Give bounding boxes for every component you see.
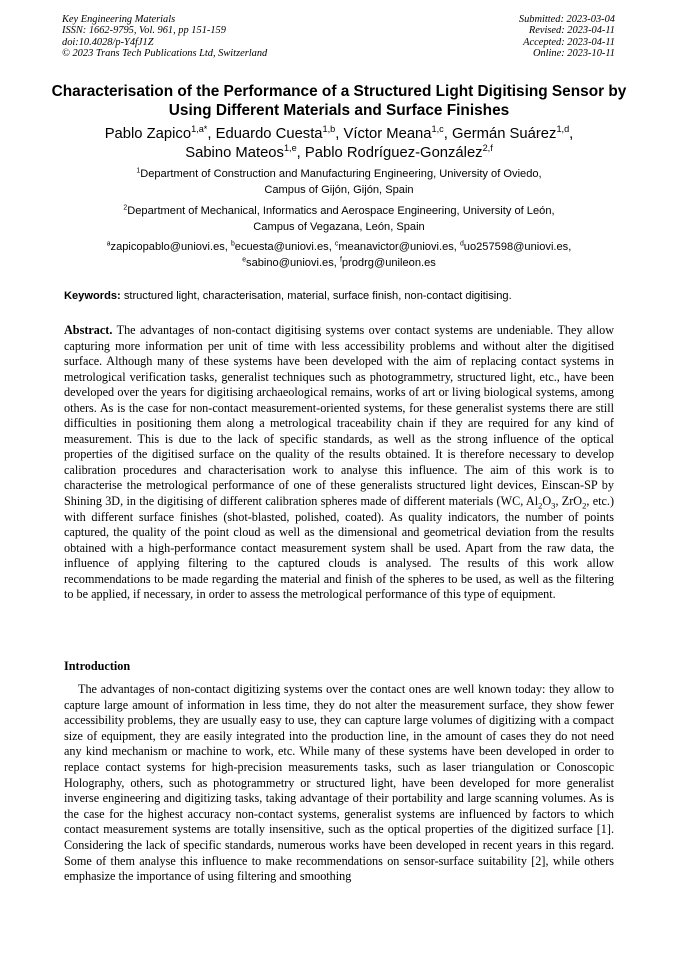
author-list [40, 125, 638, 163]
email-link[interactable]: $^f$prodrg@unileon.es [339, 256, 436, 269]
author: Pablo Rodríguez-González$^{2,f}$ [304, 143, 493, 161]
email-link[interactable]: $^e$sabino@uniovi.es [242, 256, 334, 269]
author: Germán Suárez$^{1,d}$, [451, 124, 574, 142]
author: Sabino Mateos$^{1,e}$, [185, 143, 305, 161]
date-submitted: Submitted: 2023-03-04 [518, 14, 615, 25]
keywords-label: Keywords: [64, 290, 121, 302]
author: Eduardo Cuesta$^{1,b}$, [215, 124, 344, 142]
journal-doi: doi:10.4028/p-Y4fJ1Z [62, 36, 154, 48]
abstract: Abstract. The advantages of non-contact digitising systems over contact systems are undeniable. They allow capturing more information per unit of time with less accessibility problems and without alter the digitised surface. Although many of these systems have been developed with the aim of replacing contact systems in metrological verification tasks, generalist techniques such as photogrammetry, structured light, etc., have been developed over the years for digitising archaeological remains, works of art or living biological systems, among others. As is the case for non-contact measurement-oriented systems, for these generalist systems there are still difficulties in positioning them along a metrological traceability chain if they are required for any kind of measurement. This is due to the lack of specific standards, as well as the strong influence of the optical properties of the digitised surface on the quality of the results obtained. It is therefore necessary to develop calibration procedures and characterisation work to analyse this influence. The aim of this work is to characterise the metrological performance of one of these generalists structured light devices, Einscan-SP by Shining 3D, in the digitising of different calibration spheres made of different materials (WC, $Al_2O_3$, ZrO$_2$, etc.) with different surface finishes (shot-blasted, polished, coated). As quality indicators, the number of points captured, the quality of the point cloud as well as the dimensional and geometrical deviation from the results obtained with a high-performance contact measurement system shall be used. Apart from the raw data, the influence of applying filtering to the captured clouds is analysed. The results of this work allow recommendations to be made regarding the material and finish of the spheres to be used, as well as the filtering to be applied, if necessary, in order to assess the metrological performance of this type of equipment. [64, 323, 615, 602]
affiliation: $^1$Department of Construction and Manufacturing Engineering, University of Oviedo, Campus of Gijón, Gijón, Spain [136, 167, 542, 196]
email-link[interactable]: $^c$meanavictor@uniovi.es [334, 240, 454, 253]
abstract-label: Abstract. [64, 323, 113, 337]
keywords-text: structured light, characterisation, material, surface finish, non-contact digitising. [123, 290, 512, 302]
email-link[interactable]: $^d$uo257598@uniovi.es [459, 240, 569, 253]
email-link[interactable]: $^a$zapicopablo@uniovi.es [106, 240, 225, 253]
introduction-paragraph: The advantages of non-contact digitizing systems over the contact ones are well known today: they allow to capture large amount of information in less time, they do not alter the measurement surface, they show fewer accessibility problems, they are usually easy to use, they can capture large volumes of digitizing with a compact size of equipment, they are easily integrated into the production line, in the amount of cases they do not need any kind mechanism or machine to work, etc. While many of these systems have been developed in order to replace contact systems for high-precision measurements tasks, such as laser triangulation or Conoscopic Holography, others, such as photogrammetry or structured light, have been developed for more generalist inverse engineering and digitizing tasks, taking advantage of their portability and large scanning volumes. As is the case for the highest accuracy non-contact systems, generalist systems are influenced by factors to which contact measurement systems are totally insensitive, such as the optical properties of the digitized surface [1]. Considering the lack of specific standards, numerous works have been developed in recent years in this regard. Some of them analyse this influence to make recommendations on sensor-surface suitability [2], while others emphasize the importance of using filtering and smoothing [64, 682, 614, 884]
author: Pablo Zapico$^{1,a*}$, [104, 124, 216, 142]
journal-header-right [519, 14, 615, 59]
journal-header-left [62, 14, 267, 59]
keywords [64, 288, 624, 304]
section-heading-introduction: Introduction [64, 659, 131, 673]
author-emails: $^a$zapicopablo@uniovi.es, $^b$ecuesta@uniovi.es, $^c$meanavictor@uniovi.es, $^d$uo257598@uniovi.es, $^e$sabino@uniovi.es, $^f$prodrg@unileon.es [106, 240, 572, 269]
paper-title: Characterisation of the Performance of a Structured Light Digitising Sensor by Using Different Materials and Surface Finishes [51, 83, 627, 119]
date-online: Online: 2023-10-11 [532, 47, 615, 59]
author: Víctor Meana$^{1,c}$, [343, 124, 452, 142]
date-accepted: Accepted: 2023-04-11 [523, 36, 615, 48]
date-revised: Revised: 2023-04-11 [528, 25, 615, 37]
journal-issn: ISSN: 1662-9795, Vol. 961, pp 151-159 [62, 25, 226, 37]
journal-copyright: © 2023 Trans Tech Publications Ltd, Switzerland [62, 47, 268, 59]
email-link[interactable]: $^b$ecuesta@uniovi.es [230, 240, 329, 253]
affiliation: $^2$Department of Mechanical, Informatics and Aerospace Engineering, University of León, Campus of Vegazana, León, Spain [123, 204, 555, 233]
journal-name: Key Engineering Materials [62, 14, 176, 25]
